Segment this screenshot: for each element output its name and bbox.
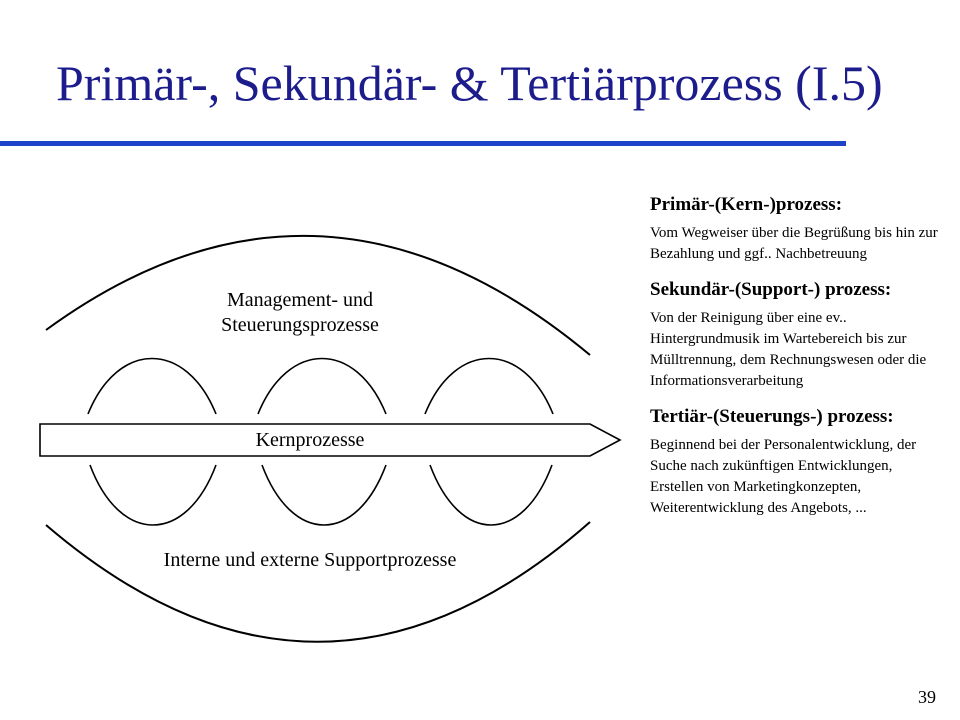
core-loop-lower-3 bbox=[430, 465, 552, 525]
core-processes-label: Kernprozesse bbox=[255, 429, 365, 451]
secondary-process-text: Von der Reinigung über eine ev.. Hintergrundmusik im Wartebereich bis zur Mülltrennung, dem Rechnungswesen oder die Informationsverarbeitung bbox=[650, 310, 927, 389]
primary-process-text: Vom Wegweiser über die Begrüßung bis hin zur Bezahlung und ggf.. Nachbetreuung bbox=[650, 225, 938, 262]
primary-process-section bbox=[650, 192, 940, 265]
core-loop-lower-1 bbox=[90, 465, 216, 525]
tertiary-process-text: Beginnend bei der Personalentwicklung, der Suche nach zukünftigen Entwicklungen, Erstellen von Marketingkonzepten, Weiterentwicklung des Angebots, ... bbox=[650, 437, 917, 516]
support-arc bbox=[46, 522, 590, 642]
core-loop-upper-1 bbox=[88, 359, 216, 415]
slide-title: Primär-, Sekundär- & Tertiärprozess (I.5) bbox=[56, 55, 883, 111]
secondary-process-section bbox=[650, 277, 940, 392]
core-loop-upper-3 bbox=[425, 359, 553, 415]
support-processes-label: Interne und externe Supportprozesse bbox=[163, 549, 457, 571]
core-loop-upper-2 bbox=[258, 359, 386, 415]
process-definitions-panel bbox=[650, 192, 940, 531]
primary-process-heading: Primär-(Kern-)prozess: bbox=[650, 194, 843, 215]
page-number: 39 bbox=[918, 687, 936, 707]
management-processes-label: Management- und Steuerungsprozesse bbox=[221, 289, 379, 336]
tertiary-process-section bbox=[650, 404, 940, 519]
core-loop-lower-2 bbox=[262, 465, 386, 525]
secondary-process-heading: Sekundär-(Support-) prozess: bbox=[650, 279, 892, 300]
tertiary-process-heading: Tertiär-(Steuerungs-) prozess: bbox=[650, 406, 894, 427]
